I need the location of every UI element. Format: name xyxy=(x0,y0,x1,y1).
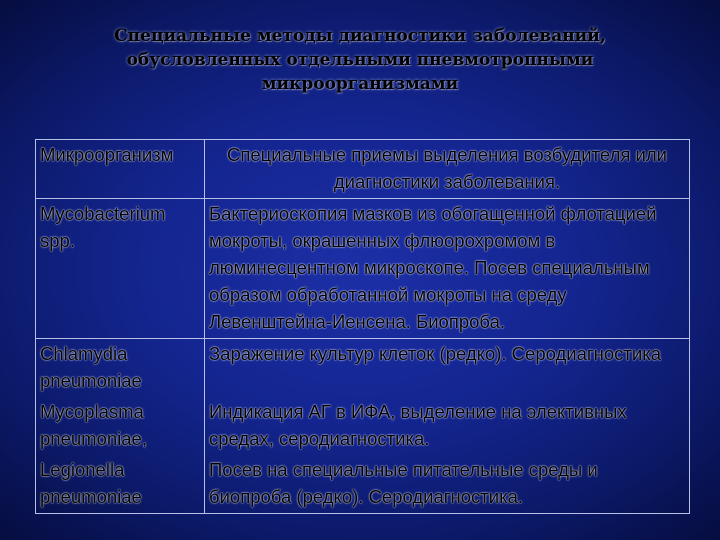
table-header-row xyxy=(36,140,690,199)
title-line-1: Специальные методы диагностики заболеваний, xyxy=(114,26,606,46)
table-row xyxy=(36,397,690,455)
cell-methods: Бактериоскопия мазков из обогащенной флотацией мокроты, окрашенных флюорохромом в люминесцентном микроскопе. Посев специальным образом обработанной мокроты на среду Левенштейна-Иенсена. Биопроба. xyxy=(205,199,690,339)
title-line-3: микроорганизмами xyxy=(261,74,459,94)
diagnostics-table xyxy=(35,139,690,514)
header-methods: Специальные приемы выделения возбудителя или диагностики заболевания. xyxy=(205,140,690,199)
title-line-2: обусловленных отдельными пневмотропными xyxy=(126,50,594,70)
cell-microorganism: Mycobacterium spp. xyxy=(36,199,205,339)
cell-microorganism: Mycoplasma pneumoniae, xyxy=(36,397,205,455)
table-row xyxy=(36,339,690,398)
cell-methods: Посев на специальные питательные среды и биопроба (редко). Серодиагностика. xyxy=(205,455,690,514)
cell-methods: Заражение культур клеток (редко). Серодиагностика xyxy=(205,339,690,398)
cell-microorganism: Legionella pneumoniae xyxy=(36,455,205,514)
table-row xyxy=(36,455,690,514)
slide-title xyxy=(60,24,660,96)
header-microorganism: Микроорганизм xyxy=(36,140,205,199)
cell-microorganism: Chlamydia pneumoniae xyxy=(36,339,205,398)
table-row xyxy=(36,199,690,339)
cell-methods: Индикация АГ в ИФА, выделение на элективных средах, серодиагностика. xyxy=(205,397,690,455)
